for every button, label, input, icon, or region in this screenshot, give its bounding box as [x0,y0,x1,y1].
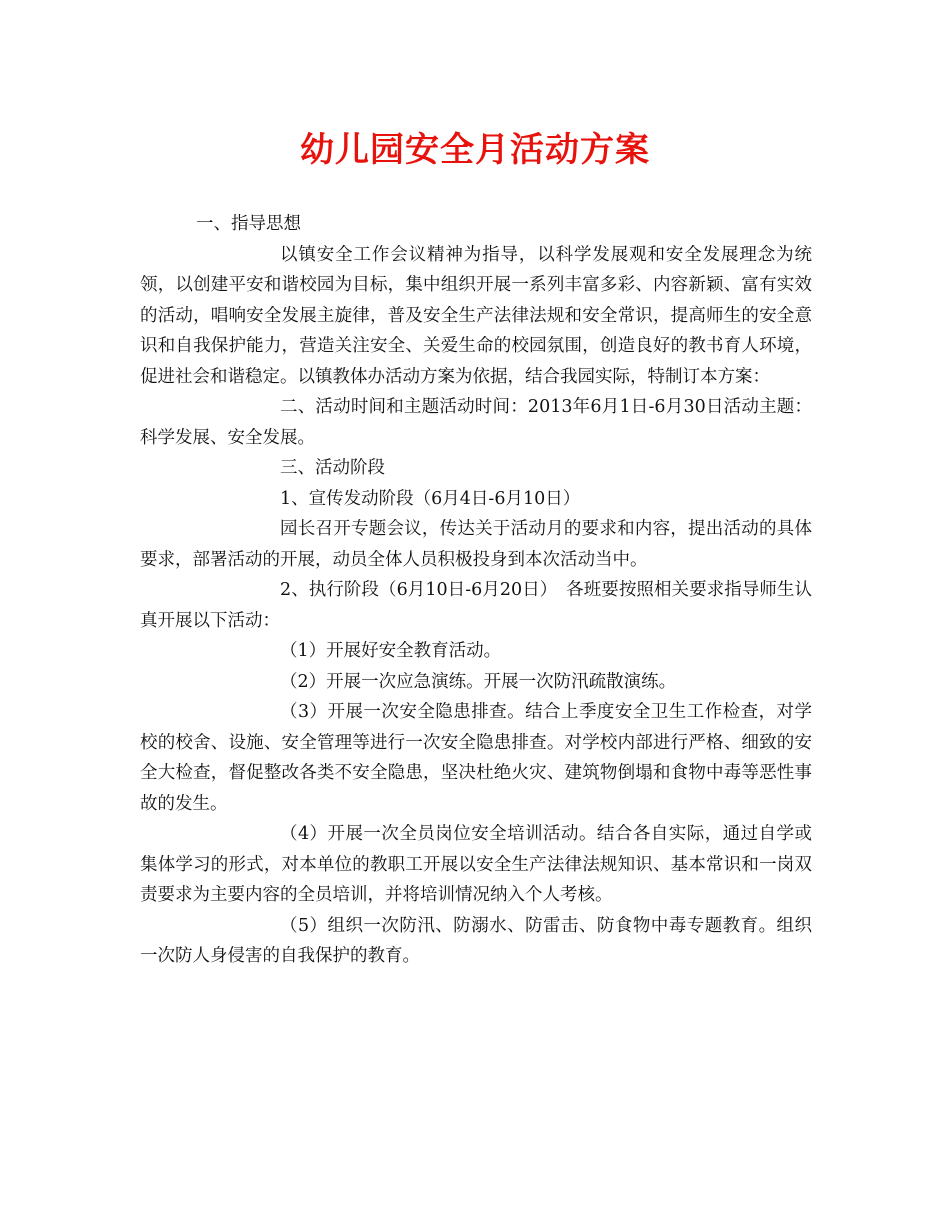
list-item-1: （1）开展好安全教育活动。 [280,641,502,661]
stage-heading-publicity: 1、宣传发动阶段（6月4日-6月10日） [280,488,581,509]
section-heading-guiding-thought: 一、指导思想 [196,214,301,234]
list-item-5: （5）组织一次防汛、防溺水、防雷击、防食物中毒专题教育。组织一次防人身侵害的自我保护的教育。 [140,915,812,966]
list-item-2: （2）开展一次应急演练。开展一次防汛疏散演练。 [280,671,677,692]
paragraph-execution-stage: 2、执行阶段（6月10日-6月20日） 各班要按照相关要求指导师生认真开展以下活动： [140,580,812,631]
paragraph-publicity: 园长召开专题会议，传达关于活动月的要求和内容，提出活动的具体要求，部署活动的开展，动员全体人员积极投身到本次活动当中。 [140,519,812,570]
paragraph-guiding-thought: 以镇安全工作会议精神为指导，以科学发展观和安全发展理念为统领，以创建平安和谐校园为目标，集中组织开展一系列丰富多彩、内容新颖、富有实效的活动，唱响安全发展主旋律，普及安全生产法律法规和安全常识，提高师生的安全意识和自我保护能力，营造关注安全、关爱生命的校园氛围，创造良好的教书育人环境，促进社会和谐稳定。以镇教体办活动方案为依据，结合我园实际，特制订本方案： [140,244,812,387]
document-body [140,209,812,972]
list-item-3: （3）开展一次安全隐患排查。结合上季度安全卫生工作检查，对学校的校舍、设施、安全管理等进行一次安全隐患排查。对学校内部进行严格、细致的安全大检查，督促整改各类不安全隐患，坚决杜绝火灾、建筑物倒塌和食物中毒等恶性事故的发生。 [140,702,812,814]
document-title: 幼儿园安全月活动方案 [300,130,650,170]
section-heading-activity-stages: 三、活动阶段 [280,458,385,478]
list-item-4: （4）开展一次全员岗位安全培训活动。结合各自实际，通过自学或集体学习的形式，对本单位的教职工开展以安全生产法律法规知识、基本常识和一岗双责要求为主要内容的全员培训，并将培训情况纳入个人考核。 [140,824,812,905]
paragraph-activity-time-theme: 二、活动时间和主题活动时间：2013年6月1日-6月30日活动主题：科学发展、安全发展。 [140,397,812,448]
